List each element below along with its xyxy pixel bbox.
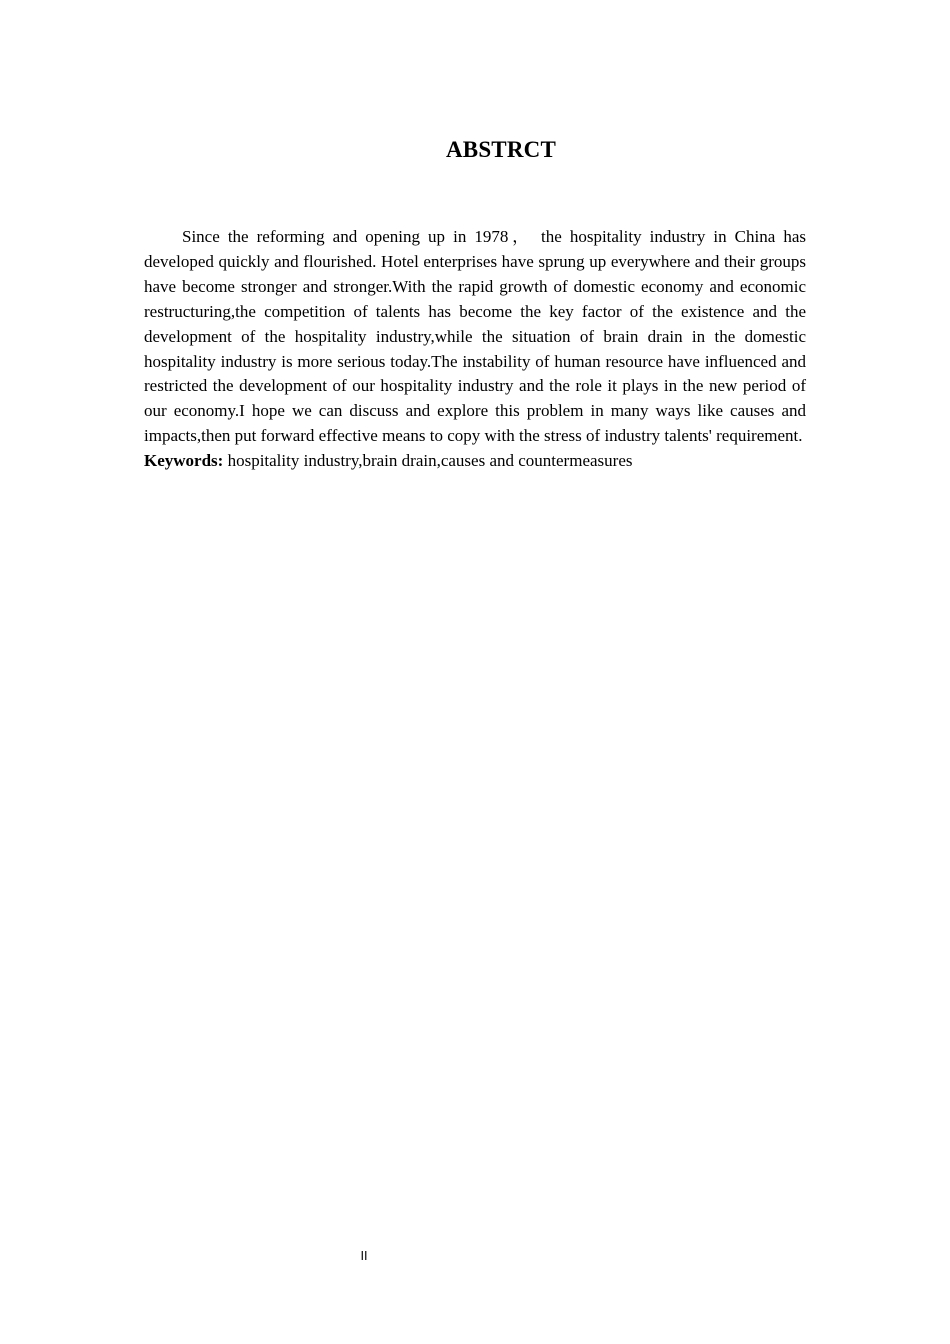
page-title: ABSTRCT [445,137,557,162]
abstract-paragraph: Since the reforming and opening up in 1978， the hospitality industry in China has developed quickly and flourished. Hotel enterprises have sprung up everywhere and their groups have become stronger and stronger.With the rapid growth of domestic economy and economic restructuring,the competition of talents has become the key factor of the existence and the development of the hospitality industry,while the situation of brain drain in the domestic hospitality industry is more serious today.The instability of human resource have influenced and restricted the development of our hospitality industry and the role it plays in the new period of our economy.I hope we can discuss and explore this problem in many ways like causes and impacts,then put forward effective means to copy with the stress of industry talents' requirement. [144,227,806,446]
page-number: II [360,1249,368,1263]
keywords-line [144,449,806,474]
keywords-text: hospitality industry,brain drain,causes and countermeasures [223,451,633,471]
abstract-section [144,225,806,474]
keywords-label: Keywords: [144,451,224,471]
